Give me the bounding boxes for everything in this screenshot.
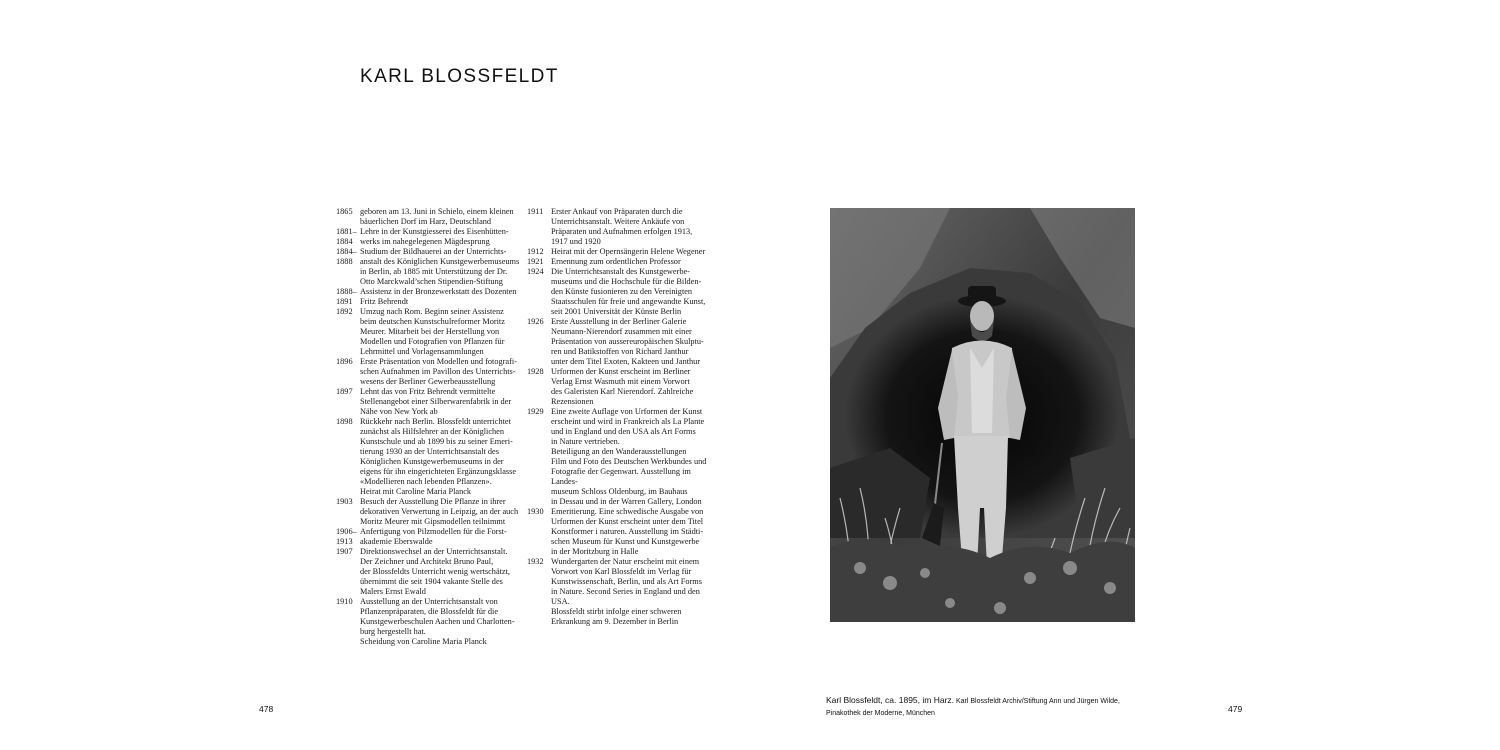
chronology-entry bbox=[336, 417, 521, 497]
chronology-text: Ausstellung an der Unterrichtsanstalt von Pflanzenpräparaten, die Blossfeldt für die Kunstgewerbeschulen Aachen und Charlotten- burg hergestellt hat. Scheidung von Caroline Maria Planck bbox=[360, 597, 515, 646]
chronology-text: Lehnt das von Fritz Behrendt vermittelte Stellenangebot einer Silberwarenfabrik in der Nähe von New York ab bbox=[360, 387, 512, 416]
chronology-entry bbox=[336, 527, 521, 547]
chronology-year: 1924 bbox=[527, 267, 544, 276]
chronology-entry bbox=[336, 247, 521, 287]
chronology-year: 1891 bbox=[336, 297, 353, 306]
chronology-entry bbox=[336, 387, 521, 417]
chronology-entry bbox=[336, 357, 521, 387]
portrait-photo-illustration bbox=[830, 208, 1135, 622]
chronology-year: 1926 bbox=[527, 317, 544, 326]
chronology-year: 1930 bbox=[527, 507, 544, 516]
chronology-year: 1881– 1884 bbox=[336, 227, 357, 246]
chronology-text: Heirat mit der Opernsängerin Helene Wegener bbox=[551, 247, 706, 256]
chronology-entry bbox=[336, 497, 521, 527]
chronology-text: Die Unterrichtsanstalt des Kunstgewerbe- museums und die Hochschule für die Bilden- den Künste fusionieren zu den Vereinigten Staatsschulen für freie und angewandte Kunst, seit 2001 Universität der Künste Berlin bbox=[551, 267, 706, 316]
chronology-entry bbox=[336, 227, 521, 247]
chronology-entry bbox=[527, 367, 712, 407]
chronology-entry bbox=[336, 287, 521, 297]
chronology-entry bbox=[336, 207, 521, 227]
chronology-year: 1928 bbox=[527, 367, 544, 376]
chronology-entry bbox=[336, 297, 521, 307]
chronology-entry bbox=[527, 247, 712, 257]
chronology-text: Emeritierung. Eine schwedische Ausgabe von Urformen der Kunst erscheint unter dem Titel Konstformer i naturen. Ausstellung im Städti- schen Museum für Kunst und Kunstgewerbe in der Moritzburg in Halle bbox=[551, 507, 704, 556]
caption-credit: Karl Blossfeldt Archiv/Stiftung Ann und Jürgen Wilde, bbox=[955, 698, 1120, 705]
chronology-text: Ernennung zum ordentlichen Professor bbox=[551, 257, 681, 266]
chronology-entry bbox=[527, 257, 712, 267]
chronology-text: Direktionswechsel an der Unterrichtsanstalt. Der Zeichner und Architekt Bruno Paul, der Blossfeldts Unterricht wenig wertschätzt, übernimmt die seit 1904 vakante Stelle des Malers Ernst Ewald bbox=[360, 547, 510, 596]
chronology-year: 1932 bbox=[527, 557, 544, 566]
portrait-photograph bbox=[830, 208, 1135, 622]
caption-title: Karl Blossfeldt, ca. 1895, im Harz. bbox=[826, 695, 955, 705]
chronology-text: geboren am 13. Juni in Schielo, einem kleinen bäuerlichen Dorf im Harz, Deutschland bbox=[360, 207, 514, 226]
chronology-text: Erster Ankauf von Präparaten durch die Unterrichtsanstalt. Weitere Ankäufe von Präparaten und Aufnahmen erfolgen 1913, 1917 und 1920 bbox=[551, 207, 693, 246]
chronology-text: Assistenz in der Bronzewerkstatt des Dozenten bbox=[360, 287, 517, 296]
chronology-entry bbox=[336, 307, 521, 357]
chronology-year: 1911 bbox=[527, 207, 544, 216]
chronology-year: 1898 bbox=[336, 417, 353, 426]
chronology-year: 1903 bbox=[336, 497, 353, 506]
chronology-entry bbox=[527, 407, 712, 507]
chronology-text: Fritz Behrendt bbox=[360, 297, 409, 306]
chronology-year: 1921 bbox=[527, 257, 544, 266]
chronology-text: Anfertigung von Pilzmodellen für die Forst- akademie Eberswalde bbox=[360, 527, 507, 546]
photo-caption bbox=[826, 694, 1146, 720]
chronology-text: Studium der Bildhauerei an der Unterrichts- anstalt des Königlichen Kunstgewerbemuseums in Berlin, ab 1885 mit Unterstützung der Dr. Otto Marckwald’schen Stipendien-Stiftung bbox=[360, 247, 520, 286]
chronology-text: Wundergarten der Natur erscheint mit einem Vorwort von Karl Blossfeldt im Verlag für Kunstwissenschaft, Berlin, und als Art Forms in Nature. Second Series in England und den USA. Blossfeldt stirbt infolge einer schweren Erkrankung am 9. Dezember in Berlin bbox=[551, 557, 702, 626]
chronology-year: 1865 bbox=[336, 207, 353, 216]
chronology-text: Besuch der Ausstellung Die Pflanze in ihrer dekorativen Verwertung in Leipzig, an der auch Moritz Meurer mit Gipsmodellen teilnimmt bbox=[360, 497, 519, 526]
chronology-text: Eine zweite Auflage von Urformen der Kunst erscheint und wird in Frankreich als La Plante und in England und den USA als Art Forms in Nature vertrieben. Beteiligung an den Wanderausstellungen Film und Foto des Deutschen Werkbundes und Fotografie der Gegenwart. Ausstellung im Landes- museum Schloss Oldenburg, im Bauhaus in Dessau und in der Warren Gallery, London bbox=[551, 407, 707, 506]
chronology-entry bbox=[527, 317, 712, 367]
chronology-text: Umzug nach Rom. Beginn seiner Assistenz beim deutschen Kunstschulreformer Moritz Meurer. Mitarbeit bei der Herstellung von Modellen und Fotografien von Pflanzen für Lehrmittel und Vorlagensammlungen bbox=[360, 307, 505, 356]
page-number-right: 479 bbox=[1228, 704, 1243, 714]
chronology-entry bbox=[527, 557, 712, 627]
page-title: KARL BLOSSFELDT bbox=[360, 66, 559, 87]
chronology-year: 1912 bbox=[527, 247, 544, 256]
chronology-entry bbox=[527, 207, 712, 247]
page-number-left: 478 bbox=[259, 704, 274, 714]
chronology-year: 1907 bbox=[336, 547, 353, 556]
chronology-year: 1884– 1888 bbox=[336, 247, 357, 266]
chronology-year: 1892 bbox=[336, 307, 353, 316]
chronology-right-column bbox=[527, 207, 712, 627]
chronology-text: Rückkehr nach Berlin. Blossfeldt unterrichtet zunächst als Hilfslehrer an der Königlichen Kunstschule und ab 1899 bis zu seiner Emeri- tierung 1930 an der Unterrichtsanstalt des Königlichen Kunstgewerbemuseums in der eigens für ihn eingerichteten Ergänzungsklasse «Modellieren nach lebenden Pflanzen». Heirat mit Caroline Maria Planck bbox=[360, 417, 517, 496]
chronology-year: 1888– bbox=[336, 287, 357, 296]
chronology-text: Urformen der Kunst erscheint im Berliner Verlag Ernst Wasmuth mit einem Vorwort des Galeristen Karl Nierendorf. Zahlreiche Rezensionen bbox=[551, 367, 694, 406]
chronology-text: Lehre in der Kunstgiesserei des Eisenhütten- werks im nahegelegenen Mägdesprung bbox=[360, 227, 509, 246]
chronology-year: 1929 bbox=[527, 407, 544, 416]
chronology-year: 1906– 1913 bbox=[336, 527, 357, 546]
chronology-left-column bbox=[336, 207, 521, 647]
chronology-year: 1896 bbox=[336, 357, 353, 366]
chronology-text: Erste Ausstellung in der Berliner Galerie Neumann-Nierendorf zusammen mit einer Präsentation von aussereuropäischen Skulptu- ren und Batikstoffen von Richard Janthur unter dem Titel Exoten, Kakteen und Janthur bbox=[551, 317, 704, 366]
chronology-year: 1910 bbox=[336, 597, 353, 606]
caption-credit-line2: Pinakothek der Moderne, München bbox=[826, 710, 935, 717]
chronology-entry bbox=[336, 547, 521, 597]
chronology-year: 1897 bbox=[336, 387, 353, 396]
chronology-entry bbox=[336, 597, 521, 647]
chronology-entry bbox=[527, 507, 712, 557]
chronology-text: Erste Präsentation von Modellen und fotografi- schen Aufnahmen im Pavillon des Unterrichts- wesens der Berliner Gewerbeausstellung bbox=[360, 357, 517, 386]
chronology-entry bbox=[527, 267, 712, 317]
